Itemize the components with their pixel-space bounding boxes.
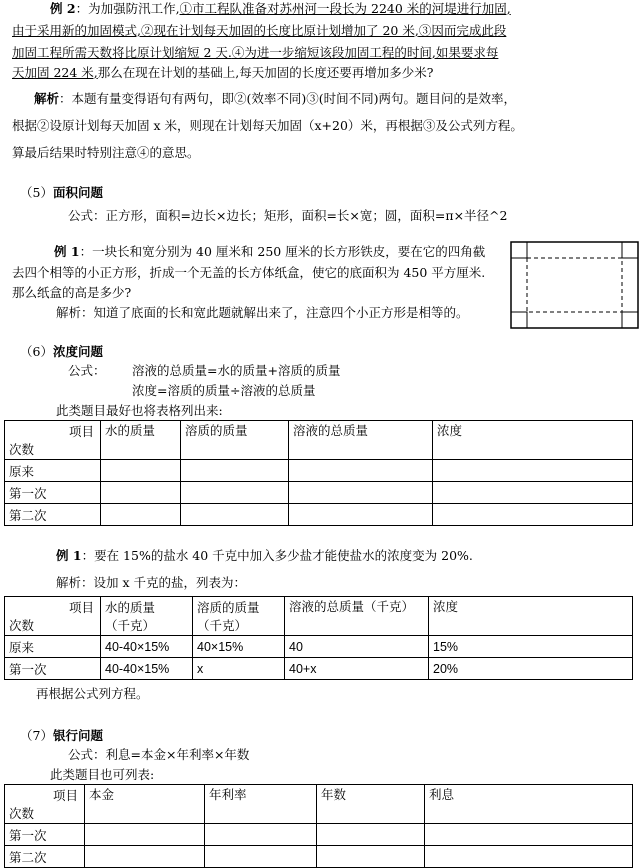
ex2-analysis-label: 解析 [34, 91, 60, 106]
sec7-heading [20, 727, 103, 745]
corner-top: 项目 [68, 600, 94, 615]
row-label: 第一次 [5, 658, 101, 680]
table-cell [205, 824, 317, 846]
row-label: 第二次 [5, 504, 101, 526]
table-corner [5, 785, 85, 824]
table-cell [181, 504, 289, 526]
table-header: 溶质的质量 [181, 421, 289, 460]
sec5-ex-text-1: ：一块长和宽分别为 40 厘米和 250 厘米的长方形铁皮，要在它的四角截 [79, 244, 486, 259]
sec5-ex-line-1 [54, 243, 485, 261]
row-label: 原来 [5, 460, 101, 482]
table-row [5, 824, 633, 846]
table-cell [181, 482, 289, 504]
ex2-clause-1: ①市工程队准备对苏州河一段长为 2240 米的河堤进行加固, [179, 1, 511, 16]
header-line: 水的质量 [105, 600, 156, 615]
table-cell: 40-40×15% [101, 636, 193, 658]
sec6-analysis: 解析：设加 x 千克的盐，列表为： [56, 575, 246, 590]
ex2-line-3 [12, 44, 498, 62]
sec7-number: （7） [20, 728, 53, 743]
ex2-clause-3: ③因而完成此段 [418, 23, 507, 38]
ex2-analysis-2: 根据②设原计划每天加固 x 米，则现在计划每天加固（x+20）米，再根据③及公式列方程。 [12, 118, 523, 133]
table-cell: 40-40×15% [101, 658, 193, 680]
table-cell: 20% [429, 658, 633, 680]
header-unit: （千克） [197, 618, 248, 633]
table-header: 年利率 [205, 785, 317, 824]
header-unit: （千克） [105, 618, 156, 633]
table-cell [289, 504, 433, 526]
table-row [5, 658, 633, 680]
table-header: 本金 [85, 785, 205, 824]
sec6-example [56, 547, 473, 565]
ex2-line-4 [12, 64, 433, 82]
ex2-clause-3b: 加固工程所需天数将比原计划缩短 2 天. [12, 45, 232, 60]
sec5-ex-label: 例 1 [54, 244, 80, 259]
row-label: 原来 [5, 636, 101, 658]
box-net-diagram [510, 240, 640, 330]
ex2-line-2 [12, 22, 506, 40]
sec6-heading [20, 343, 103, 361]
table-cell [433, 460, 633, 482]
ex2-clause-mode: 由于采用新的加固模式, [12, 23, 141, 38]
sec6-number: （6） [20, 344, 53, 359]
table-row [5, 597, 633, 636]
table-cell [101, 482, 181, 504]
header-line: 溶质的质量 [197, 600, 260, 615]
table-cell: x [193, 658, 285, 680]
corner-top: 项目 [68, 424, 94, 439]
table-header: 浓度 [429, 597, 633, 636]
sec6-formula-2: 浓度=溶质的质量÷溶液的总质量 [132, 383, 316, 398]
table-corner [5, 597, 101, 636]
ex2-label: 例 2 [50, 1, 76, 16]
ex2-clause-4: ④为进一步缩短该段加固工程的时间,如果要求每 [231, 45, 499, 60]
table-row [5, 785, 633, 824]
table-header: 利息 [425, 785, 633, 824]
corner-bottom: 次数 [9, 442, 35, 457]
sec5-number: （5） [20, 185, 53, 200]
table-cell [85, 846, 205, 868]
table-header: 溶液的总质量 [289, 421, 433, 460]
table-header [193, 597, 285, 636]
table-cell: 40 [285, 636, 429, 658]
table-row [5, 846, 633, 868]
table-cell [181, 460, 289, 482]
table-cell [425, 846, 633, 868]
sec6-note: 此类题目最好也将表格列出来: [56, 403, 223, 418]
table-cell [101, 460, 181, 482]
table-cell [317, 824, 425, 846]
sec7-formula: 公式：利息=本金×年利率×年数 [68, 747, 250, 762]
sec6-ex-label: 例 1 [56, 548, 82, 563]
sec5-heading [20, 184, 103, 202]
sec6-formula-1: 溶液的总质量=水的质量+溶质的质量 [132, 363, 341, 378]
table-cell [433, 504, 633, 526]
table-cell: 40×15% [193, 636, 285, 658]
table-row [5, 636, 633, 658]
table-row [5, 460, 633, 482]
table-header: 年数 [317, 785, 425, 824]
table-cell [205, 846, 317, 868]
corner-bottom: 次数 [9, 806, 35, 821]
table-cell [425, 824, 633, 846]
table-cell [289, 482, 433, 504]
ex2-analysis-3: 算最后结果时特别注意④的意思。 [12, 145, 200, 160]
concentration-table-template [4, 420, 633, 526]
table-row [5, 421, 633, 460]
table-corner [5, 421, 101, 460]
row-label: 第二次 [5, 846, 85, 868]
table-header [101, 597, 193, 636]
table-header: 浓度 [433, 421, 633, 460]
table-row [5, 504, 633, 526]
ex2-question: 那么在现在计划的基础上,每天加固的长度还要再增加多少米? [97, 65, 434, 80]
table-cell: 40+x [285, 658, 429, 680]
sec5-ex-line-3: 那么纸盒的高是多少? [12, 285, 132, 300]
bank-table-template [4, 784, 633, 868]
row-label: 第一次 [5, 824, 85, 846]
table-cell [101, 504, 181, 526]
sec5-formula: 公式：正方形，面积=边长×边长；矩形，面积=长×宽；圆，面积=π×半径^2 [68, 208, 508, 223]
sec5-title: 面积问题 [52, 185, 103, 200]
sec7-note: 此类题目也可列表: [50, 767, 155, 782]
table-row [5, 482, 633, 504]
table-header: 溶液的总质量（千克） [285, 597, 429, 636]
ex2-analysis-text-1: ：本题有量变得语句有两句，即②(效率不同)③(时间不同)两句。题目问的是效率， [59, 91, 517, 106]
ex2-clause-2: ②现在计划每天加固的长度比原计划增加了 20 米, [140, 23, 419, 38]
sec6-after: 再根据公式列方程。 [36, 686, 149, 701]
table-cell [433, 482, 633, 504]
ex2-line-1 [50, 0, 511, 18]
table-cell [289, 460, 433, 482]
sec6-ex-text: ：要在 15%的盐水 40 千克中加入多少盐才能使盐水的浓度变为 20%. [81, 548, 473, 563]
table-cell [317, 846, 425, 868]
ex2-analysis-1 [34, 90, 516, 108]
table-header: 水的质量 [101, 421, 181, 460]
table-cell [85, 824, 205, 846]
sec5-ex-line-2: 去四个相等的小正方形，折成一个无盖的长方体纸盒，使它的底面积为 450 平方厘米. [12, 265, 486, 280]
ex2-intro: ：为加强防汛工作, [75, 1, 180, 16]
corner-bottom: 次数 [9, 618, 35, 633]
concentration-table-filled [4, 596, 633, 680]
sec6-title: 浓度问题 [52, 344, 103, 359]
sec6-formula-label: 公式： [68, 363, 106, 378]
sec7-title: 银行问题 [52, 728, 103, 743]
ex2-clause-4b: 天加固 224 米, [12, 65, 98, 80]
table-cell: 15% [429, 636, 633, 658]
row-label: 第一次 [5, 482, 101, 504]
corner-top: 项目 [52, 788, 78, 803]
sec5-analysis: 解析：知道了底面的长和宽此题就解出来了，注意四个小正方形是相等的。 [56, 305, 469, 320]
